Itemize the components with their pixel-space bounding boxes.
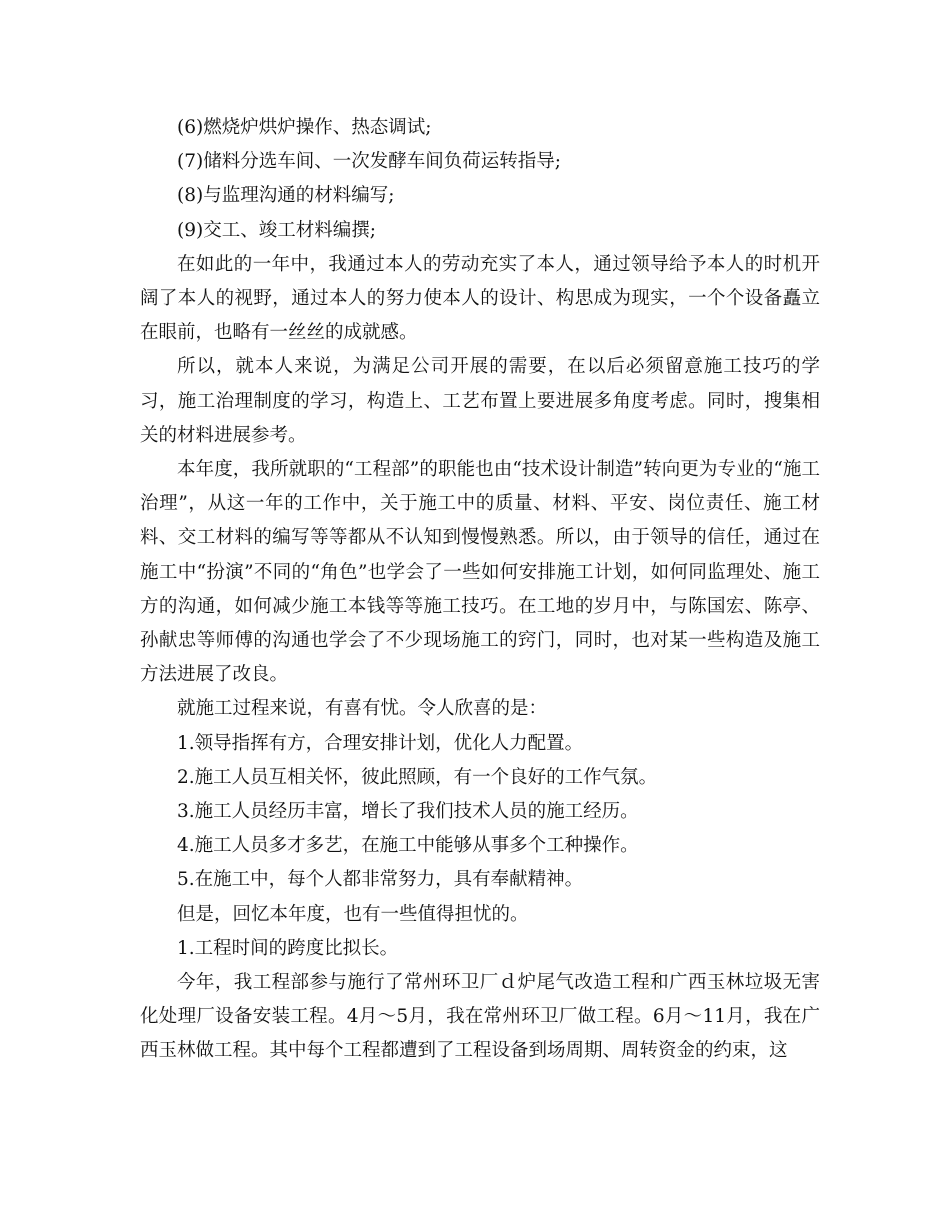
list-item-positive-1: 1.领导指挥有方，合理安排计划，优化人力配置。 bbox=[177, 732, 584, 754]
paragraph-year-summary: 在如此的一年中，我通过本人的劳动充实了本人，通过领导给予本人的时机开阔了本人的视野，通过本人的努力使本人的设计、构思成为现实，一个个设备矗立在眼前，也略有一丝丝的成就感。 bbox=[140, 253, 820, 344]
paragraph-project-details: 今年，我工程部参与施行了常州环卫厂ｄ炉尾气改造工程和广西玉林垃圾无害化处理厂设备安装工程。4月～5月，我在常州环卫厂做工程。6月～11月，我在广西玉林做工程。其中每个工程都遭到了工程设备到场周期、周转资金的约束，这 bbox=[140, 972, 820, 1062]
paragraph-item-6: (6)燃烧炉烘炉操作、热态调试; bbox=[177, 117, 432, 138]
list-item-positive-2: 2.施工人员互相关怀，彼此照顾，有一个良好的工作气氛。 bbox=[177, 766, 658, 788]
paragraph-item-8: (8)与监理沟通的材料编写; bbox=[177, 185, 395, 207]
paragraph-item-9: (9)交工、竣工材料编撰; bbox=[177, 219, 376, 241]
list-item-concern-1: 1.工程时间的跨度比拟长。 bbox=[177, 937, 399, 959]
list-item-positive-4: 4.施工人员多才多艺，在施工中能够从事多个工种操作。 bbox=[177, 835, 639, 857]
paragraph-self-improvement: 所以，就本人来说，为满足公司开展的需要，在以后必须留意施工技巧的学习，施工治理制度的学习，构造上、工艺布置上要进展多角度考虑。同时，搜集相关的材料进展参考。 bbox=[140, 356, 820, 446]
paragraph-concerns-intro: 但是，回忆本年度，也有一些值得担忧的。 bbox=[177, 903, 529, 925]
list-item-positive-3: 3.施工人员经历丰富，增长了我们技术人员的施工经历。 bbox=[177, 801, 639, 823]
list-item-positive-5: 5.在施工中，每个人都非常努力，具有奉献精神。 bbox=[177, 869, 584, 891]
paragraph-construction-intro: 就施工过程来说，有喜有忧。令人欣喜的是： bbox=[177, 698, 548, 720]
paragraph-department-role: 本年度，我所就职的“工程部”的职能也由“技术设计制造”转向更为专业的“施工治理”，从这一年的工作中，关于施工中的质量、材料、平安、岗位责任、施工材料、交工材料的编写等等都从不认知到慢慢熟悉。所以，由于领导的信任，通过在施工中“扮演”不同的“角色”也学会了一些如何安排施工计划，如何同监理处、施工方的沟通，如何减少施工本钱等等施工技巧。在工地的岁月中，与陈国宏、陈亭、孙献忠等师傅的沟通也学会了不少现场施工的窍门，同时，也对某一些构造及施工方法进展了改良。 bbox=[140, 459, 820, 686]
document-page bbox=[140, 111, 820, 1069]
paragraph-item-7: (7)储料分选车间、一次发酵车间负荷运转指导; bbox=[177, 151, 561, 173]
